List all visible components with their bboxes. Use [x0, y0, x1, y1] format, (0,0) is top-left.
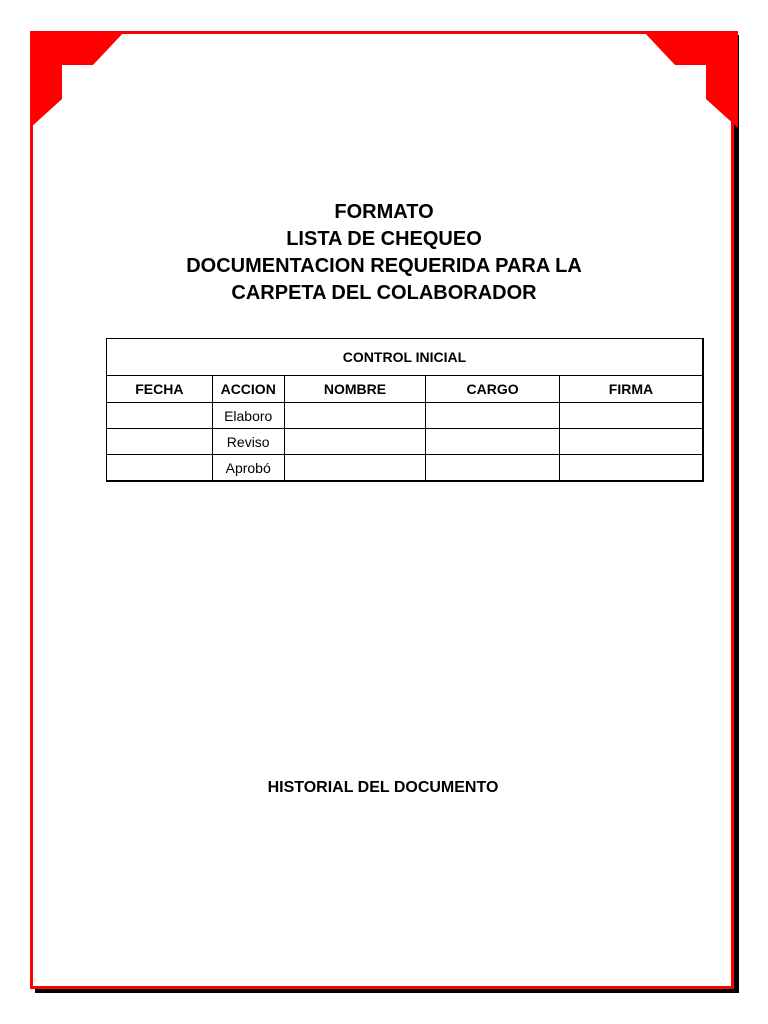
- cell-cargo: [426, 403, 560, 429]
- cell-nombre: [284, 429, 426, 455]
- cell-fecha: [107, 403, 213, 429]
- table-row: [107, 429, 704, 455]
- column-header-fecha: FECHA: [107, 376, 213, 403]
- title-line-1: FORMATO: [334, 201, 434, 223]
- cell-firma: [559, 429, 703, 455]
- corner-ornament-left-icon: [30, 31, 125, 128]
- column-header-nombre: NOMBRE: [284, 376, 426, 403]
- cell-fecha: [107, 429, 213, 455]
- column-header-firma: FIRMA: [559, 376, 703, 403]
- historial-heading: HISTORIAL DEL DOCUMENTO: [267, 779, 499, 796]
- cell-nombre: [284, 403, 426, 429]
- table-caption-row: [107, 339, 704, 376]
- cell-accion: Aprobó: [212, 455, 284, 482]
- table-header-row: [107, 376, 704, 403]
- cell-nombre: [284, 455, 426, 482]
- cell-firma: [559, 455, 703, 482]
- table-row: [107, 455, 704, 482]
- title-line-4: CARPETA DEL COLABORADOR: [231, 282, 537, 304]
- table-row: [107, 403, 704, 429]
- cell-firma: [559, 403, 703, 429]
- title-line-2: LISTA DE CHEQUEO: [286, 228, 482, 250]
- document-title: [0, 199, 768, 307]
- page-frame: [30, 31, 734, 989]
- cell-accion: Elaboro: [212, 403, 284, 429]
- control-inicial-table: [106, 338, 704, 482]
- corner-ornament-right-icon: [643, 31, 738, 128]
- cell-accion: Reviso: [212, 429, 284, 455]
- column-header-cargo: CARGO: [426, 376, 560, 403]
- cell-cargo: [426, 455, 560, 482]
- cell-fecha: [107, 455, 213, 482]
- cell-cargo: [426, 429, 560, 455]
- column-header-accion: ACCION: [212, 376, 284, 403]
- title-line-3: DOCUMENTACION REQUERIDA PARA LA: [186, 255, 582, 277]
- table-caption: CONTROL INICIAL: [107, 339, 704, 376]
